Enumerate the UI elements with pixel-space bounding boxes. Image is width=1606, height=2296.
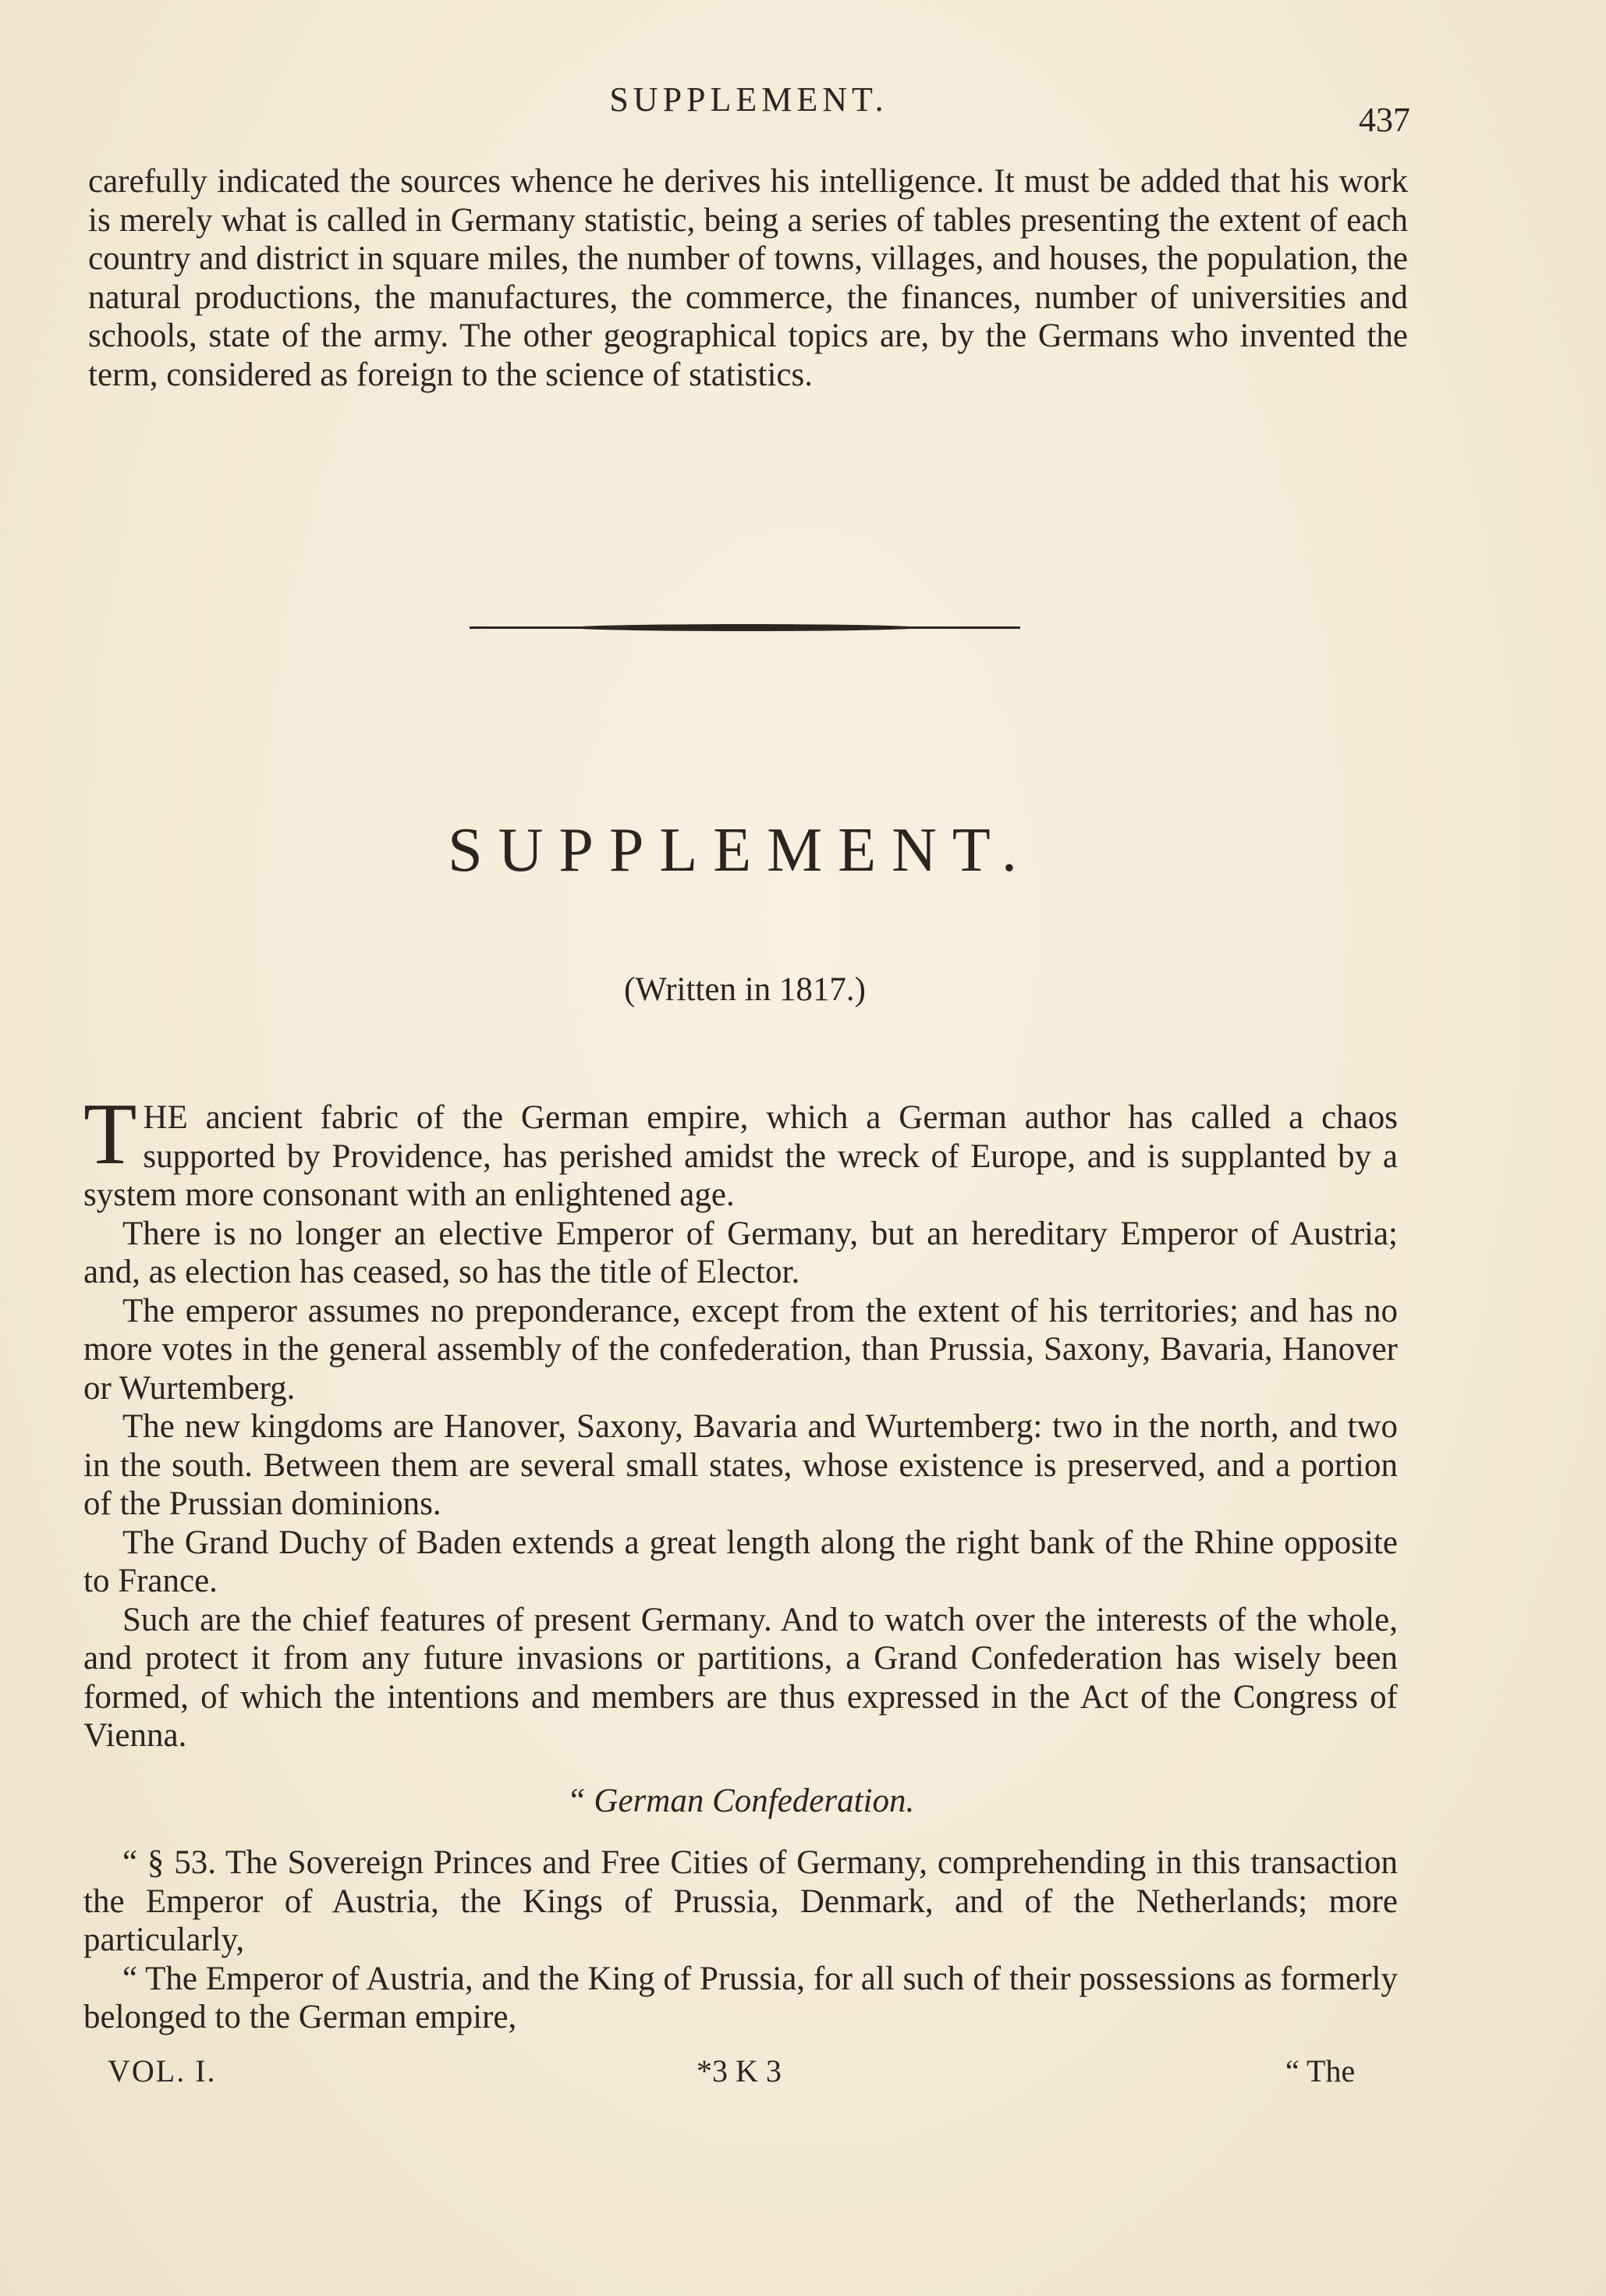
- signature-mark: *3 K 3: [697, 2053, 782, 2088]
- paragraph-kingdoms: The new kingdoms are Hanover, Saxony, Bavaria and Wurtemberg: two in the north, and two in the south. Between them are several small states, whose existence is preserved, and a portion of the Prussian dominions.: [83, 1408, 1398, 1522]
- volume-label: VOL. I.: [108, 2053, 217, 2088]
- paragraph-baden: The Grand Duchy of Baden extends a great length along the right bank of the Rhine opposite to France.: [83, 1524, 1398, 1599]
- page-footer: [0, 2053, 1606, 2092]
- confederation-heading: “ German Confederation.: [566, 1782, 915, 1819]
- opening-text: HE ancient fabric of the German empire, which a German author has called a chaos supported by Providence, has perished amidst the wreck of Europe, and is supplanted by a system more consonant with an enlightened age.: [83, 1099, 1398, 1213]
- section-divider-rule: [470, 624, 1020, 631]
- paragraph-confederation: Such are the chief features of present Germany. And to watch over the interests of the whole, and protect it from any future invasions or partitions, a Grand Confederation has wisely been formed, of which the intentions and members are thus expressed in the Act of the Congress of Vienna.: [83, 1601, 1398, 1754]
- continuation-paragraph: [88, 162, 1408, 394]
- section-title: SUPPLEMENT.: [448, 816, 1033, 885]
- drop-cap: T: [83, 1086, 137, 1183]
- paragraph-emperor: There is no longer an elective Emperor of Germany, but an hereditary Emperor of Austria; and, as election has ceased, so has the title of Elector.: [83, 1215, 1398, 1290]
- section-subtitle: (Written in 1817.): [624, 971, 866, 1008]
- paragraph-opening: [83, 1086, 1398, 1215]
- running-head: SUPPLEMENT.: [609, 80, 888, 119]
- page-number: 437: [1359, 101, 1410, 139]
- paragraph-article-53: “ § 53. The Sovereign Princes and Free Cities of Germany, comprehending in this transaction the Emperor of Austria, the Kings of Prussia, Denmark, and of the Netherlands; more particularly,: [83, 1844, 1398, 1958]
- continuation-text: carefully indicated the sources whence he derives his intelligence. It must be added that his work is merely what is called in Germany statistic, being a series of tables presenting the extent of each country and district in square miles, the number of towns, villages, and houses, the population, the natural productions, the manufactures, the commerce, the finances, number of universities and schools, state of the army. The other geographical topics are, by the Germans who invented the term, considered as foreign to the science of statistics.: [88, 163, 1408, 393]
- paragraph-preponderance: The emperor assumes no preponderance, except from the extent of his territories; and has no more votes in the general assembly of the confederation, than Prussia, Saxony, Bavaria, Hanover or Wurtemberg.: [83, 1292, 1398, 1407]
- section-body: [83, 1086, 1398, 2037]
- catchword: “ The: [1285, 2053, 1356, 2088]
- paragraph-emperor-king: “ The Emperor of Austria, and the King of Prussia, for all such of their possessions as formerly belonged to the German empire,: [83, 1960, 1398, 2035]
